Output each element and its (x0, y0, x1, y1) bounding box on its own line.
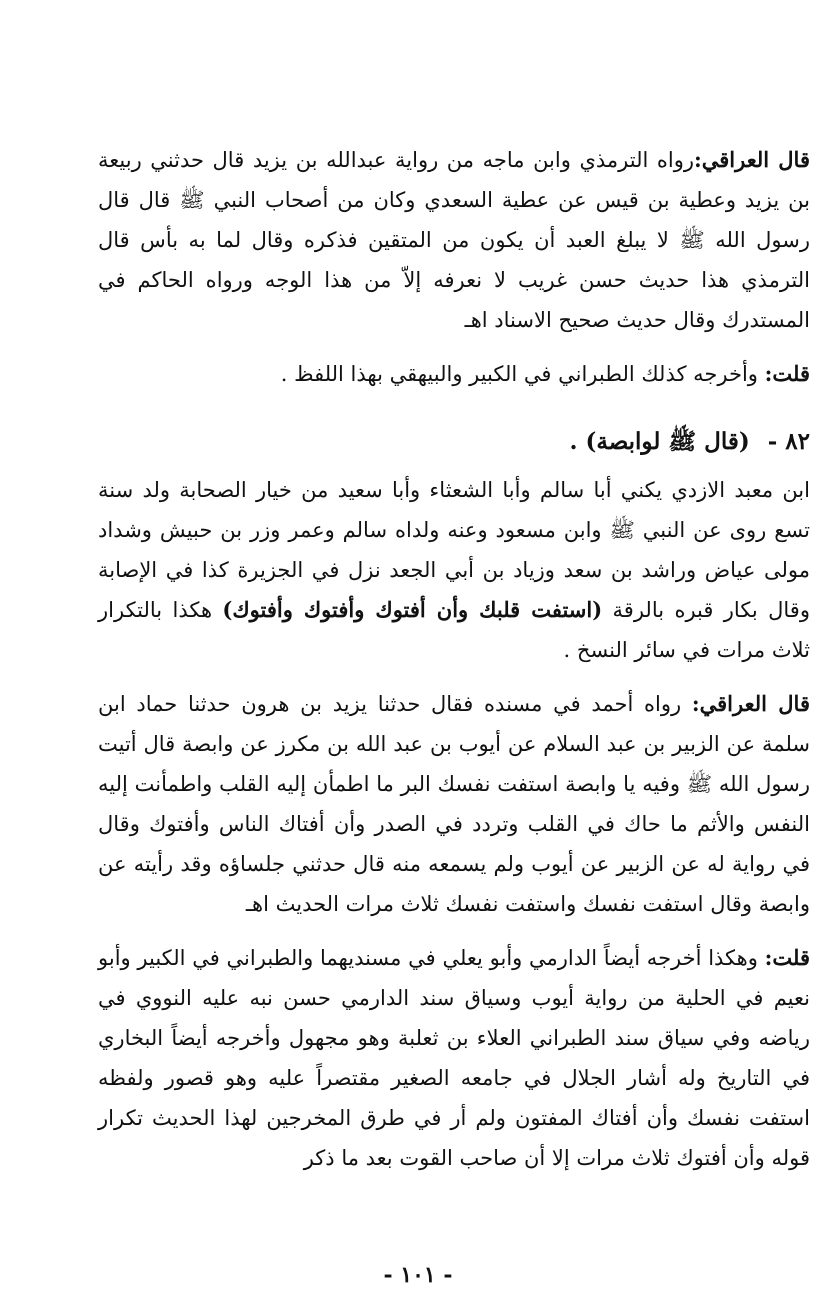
iraqi-commentary-1 (98, 140, 810, 340)
section-heading (98, 420, 810, 464)
qult-note-1 (98, 354, 810, 394)
page-body (98, 140, 810, 1178)
section-number: ٨٢ - (767, 428, 810, 455)
iraqi-label-1: قال العراقي: (694, 147, 810, 172)
iraqi-text-1: رواه الترمذي وابن ماجه من رواية عبدالله بن يزيد قال حدثني ربيعة بن يزيد وعطية بن قيس عن عطية السعدي وكان من أصحاب النبي ﷺ قال قال رسول الله ﷺ لا يبلغ العبد أن يكون من المتقين فذكره وقال لما به بأس قال الترمذي هذا حديث حسن غريب لا نعرفه إلاّ من هذا الوجه ورواه الحاكم في المستدرك وقال حديث صحيح الاسناد اهـ (98, 148, 810, 332)
iraqi-commentary-2 (98, 684, 810, 924)
qult-text-2: وهكذا أخرجه أيضاً الدارمي وأبو يعلي في مسنديهما والطبراني في الكبير وأبو نعيم في الحلية من رواية أيوب وسياق سند الدارمي حسن نبه عليه النووي في رياضه وفي سياق سند الطبراني العلاء بن ثعلبة وهو مجهول وأخرجه أيضاً البخاري في التاريخ وله أشار الجلال في جامعه الصغير مقتصراً عليه وهو قصور ولفظه استفت نفسك وأن أفتاك المفتون ولم أر في طرق المخرجين لهذا الحديث تكرار قوله وأن أفتوك ثلاث مرات إلا أن صاحب القوت بعد ما ذكر (98, 946, 810, 1170)
page-number: - ١٠١ - (383, 1262, 453, 1288)
qult-note-2 (98, 938, 810, 1178)
qult-label-1: قلت: (764, 361, 810, 386)
biography-tail: هكذا بالتكرار ثلاث مرات في سائر النسخ . (98, 598, 810, 662)
iraqi-label-2: قال العراقي: (691, 691, 810, 716)
iraqi-text-2: رواه أحمد في مسنده فقال حدثنا يزيد بن هرون حدثنا حماد ابن سلمة عن الزبير بن عبد السلام عن أيوب بن عبد الله بن مكرز عن وابصة قال أتيت رسول الله ﷺ وفيه يا وابصة استفت نفسك البر ما اطمأن إليه القلب واطمأنت إليه النفس والأثم ما حاك في القلب وتردد في الصدر وأن أفتاك الناس وأفتوك وقال في رواية له عن الزبير عن أيوب ولم يسمعه منه قال حدثني جلساؤه وقد رأيته عن وابصة وقال استفت نفسك واستفت نفسك ثلاث مرات الحديث اهـ (98, 692, 810, 916)
narrator-biography (98, 470, 810, 670)
qult-label-2: قلت: (764, 945, 810, 970)
hadith-quote: (استفت قلبك وأن أفتوك وأفتوك وأفتوك) (222, 597, 603, 622)
biography-text: ابن معبد الازدي يكني أبا سالم وأبا الشعثاء وأبا سعيد من خيار الصحابة ولد سنة تسع روى عن النبي ﷺ وابن مسعود وعنه ولداه سالم وعمر وزر بن حبيش وشداد مولى عياض وراشد بن سعد وزياد بن أبي الجعد نزل في الجزيرة كذا في الإصابة وقال بكار قبره بالرقة (98, 478, 810, 622)
section-title: (قال ﷺ لوابصة) . (569, 428, 750, 455)
qult-text-1: وأخرجه كذلك الطبراني في الكبير والبيهقي بهذا اللفظ . (280, 362, 765, 386)
